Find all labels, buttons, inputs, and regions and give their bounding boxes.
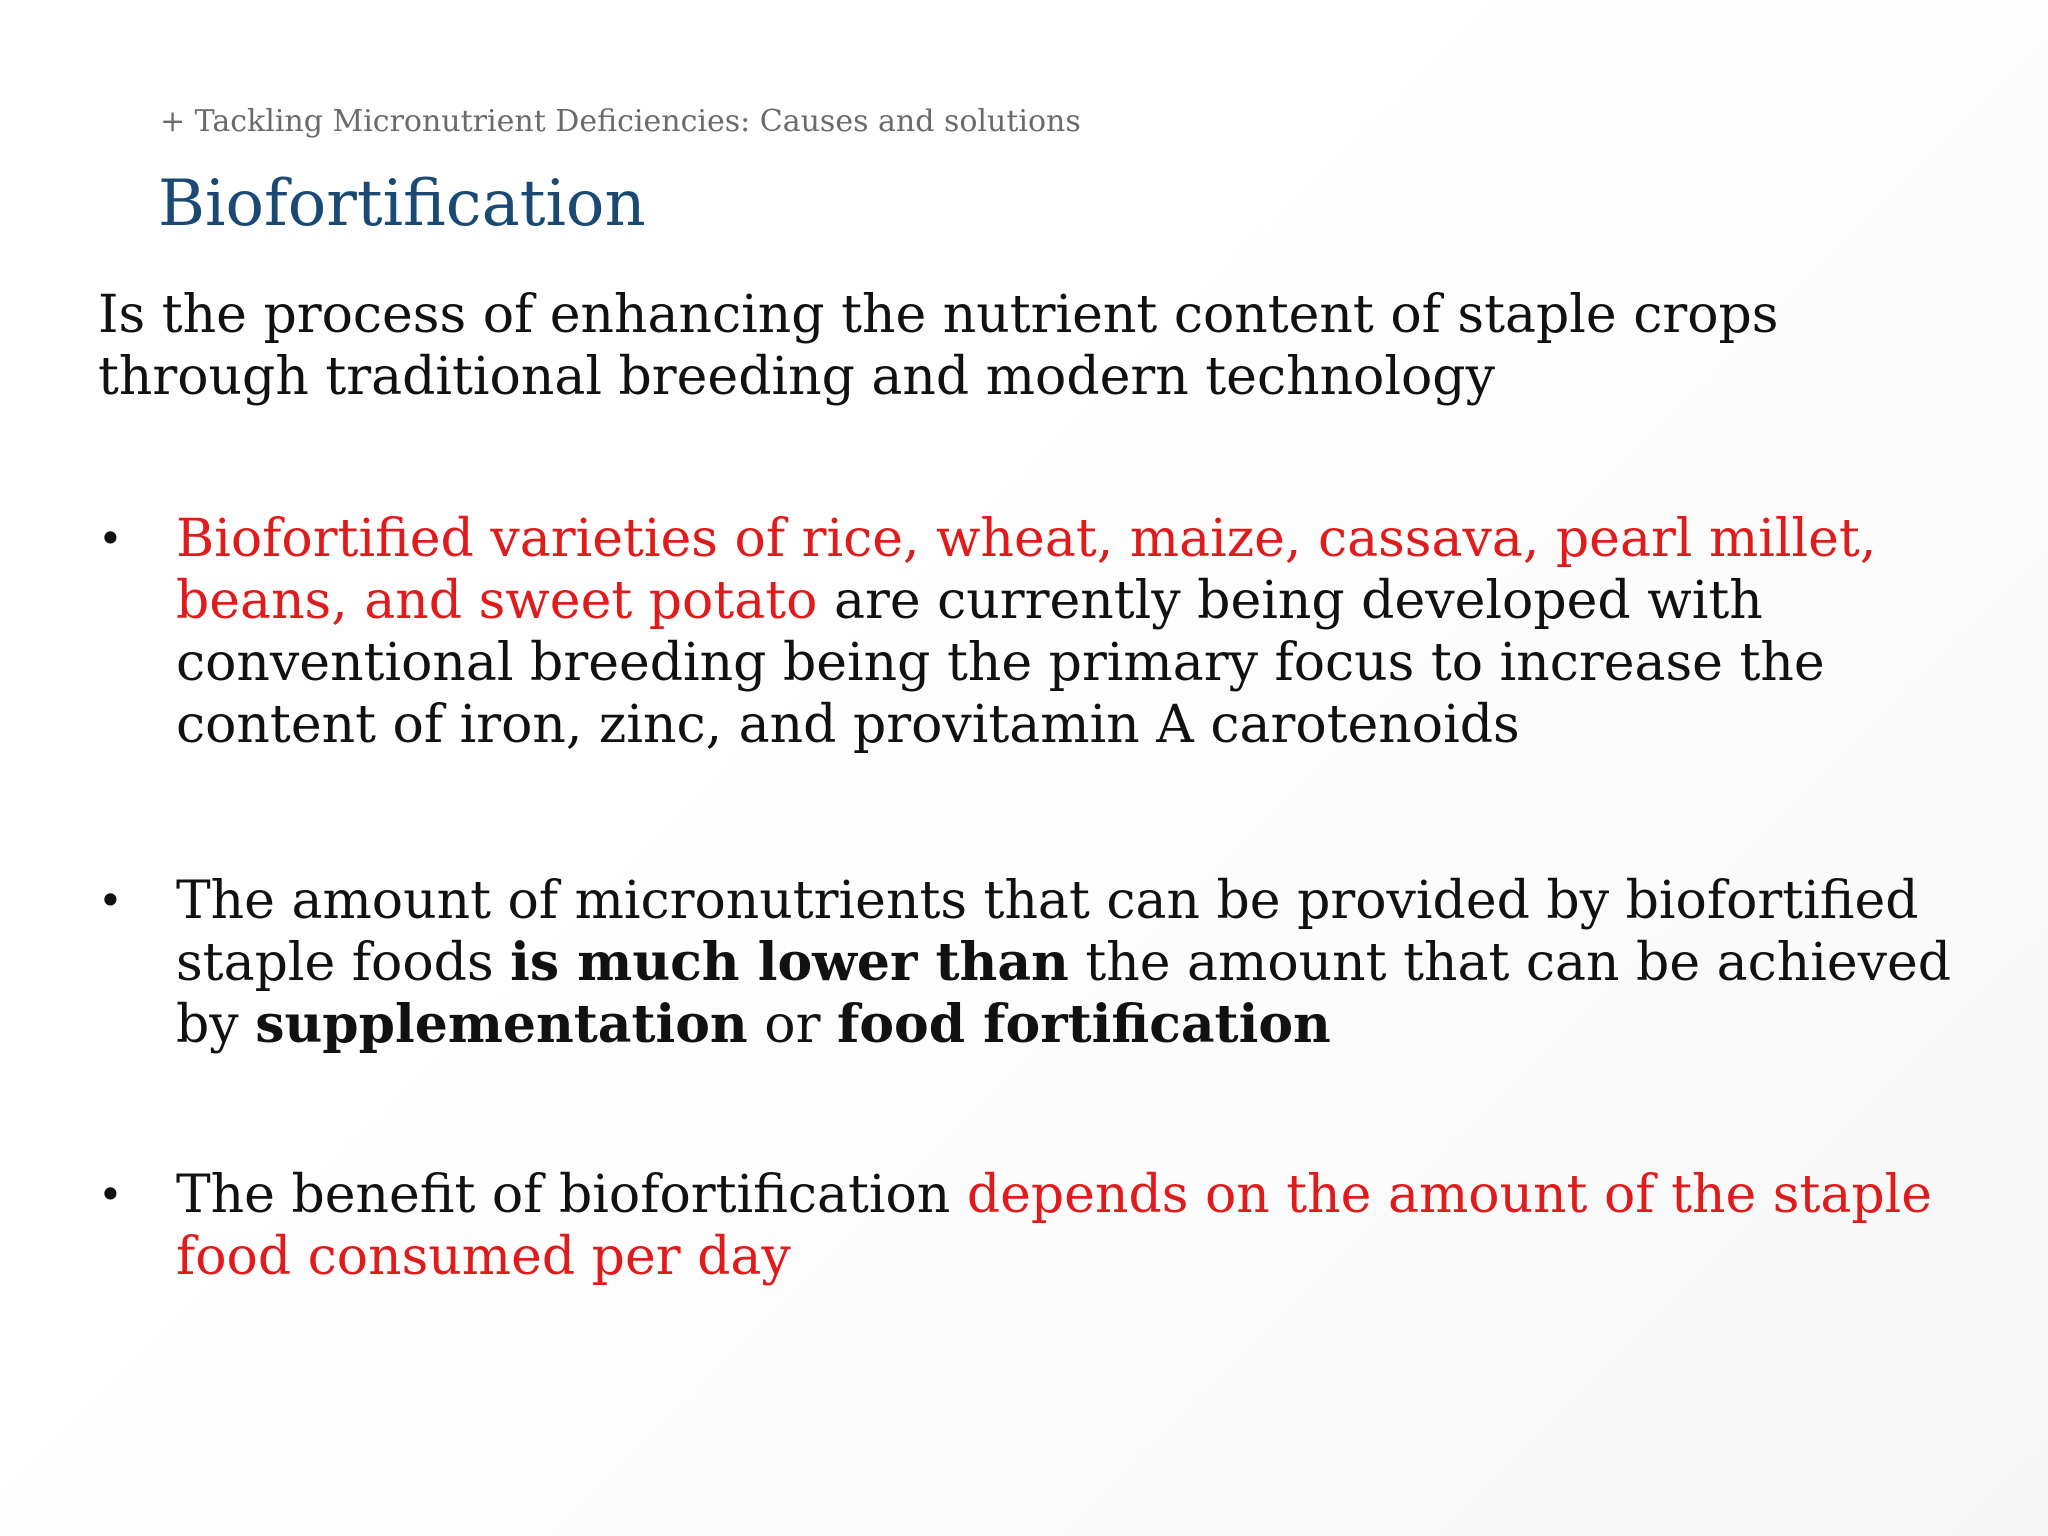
highlight-text-consumption: depends on the amount of the staple food consumed per day bbox=[176, 1165, 1933, 1287]
breadcrumb: + Tackling Micronutrient Deficiencies: Causes and solutions bbox=[160, 104, 1081, 139]
bullet-item-crop-varieties bbox=[98, 508, 1998, 756]
bullet-text: are currently being developed with conventional breeding being the primary focus to increase the content of iron, zinc, and provitamin A carotenoids bbox=[176, 571, 1825, 755]
emphasis-text: supplementation bbox=[255, 994, 748, 1055]
emphasis-text: food fortification bbox=[836, 994, 1331, 1055]
bullet-list bbox=[98, 508, 1998, 1288]
bullet-marker: • bbox=[98, 1170, 123, 1219]
bullet-marker: • bbox=[98, 876, 123, 925]
bullet-text: the amount that can be achieved by bbox=[176, 933, 1952, 1055]
bullet-item-benefit bbox=[98, 1164, 1998, 1288]
bullet-marker: • bbox=[98, 514, 123, 563]
emphasis-text: is much lower than bbox=[510, 932, 1069, 993]
slide-title: Biofortification bbox=[158, 167, 646, 241]
highlight-text-crop-list: Biofortified varieties of rice, wheat, maize, cassava, pearl millet, beans, and sweet potato bbox=[176, 509, 1877, 631]
bullet-item-micronutrient-amount bbox=[98, 870, 1998, 1056]
bullet-text: or bbox=[747, 995, 837, 1055]
intro-paragraph: Is the process of enhancing the nutrient content of staple crops through traditional breeding and modern technology bbox=[98, 285, 1779, 407]
bullet-text: The benefit of biofortification bbox=[176, 1165, 967, 1225]
bullet-text: The amount of micronutrients that can be provided by biofortified staple foods bbox=[176, 871, 1919, 993]
